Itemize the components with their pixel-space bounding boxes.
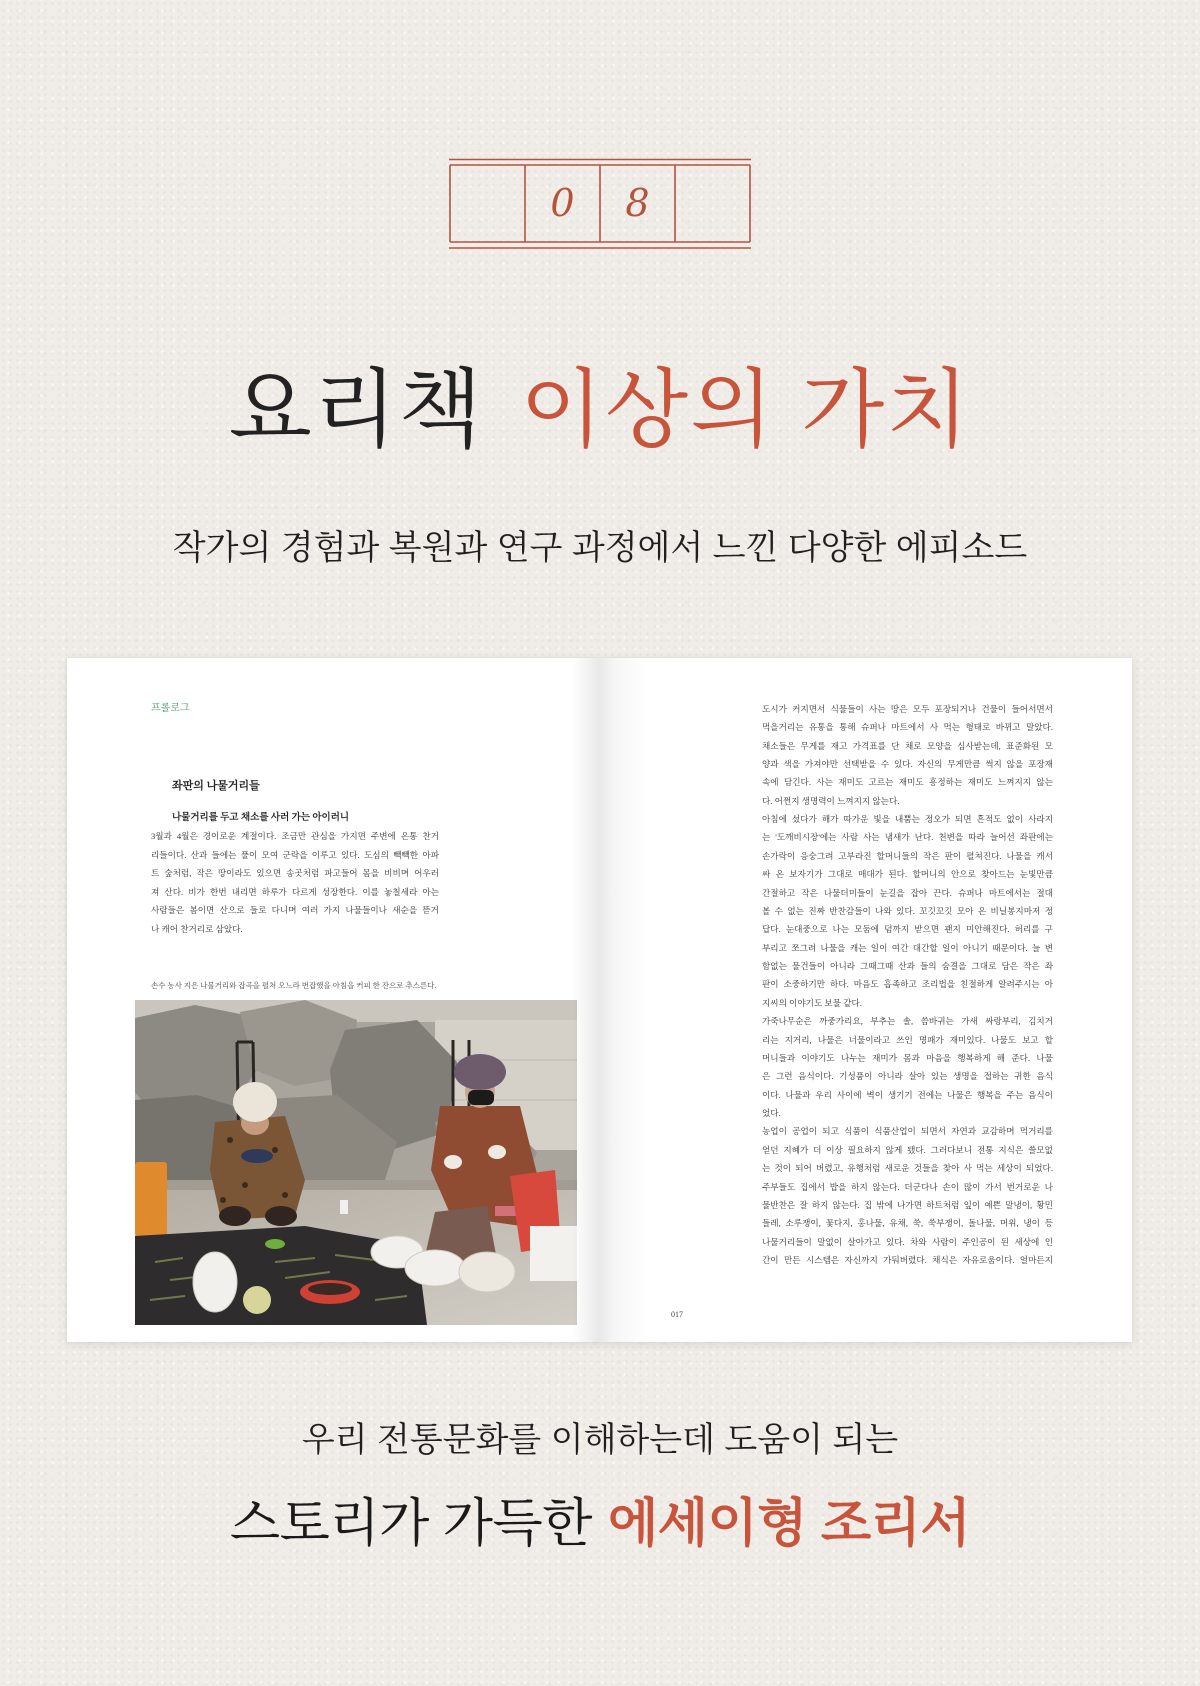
left-woman-gloves [241,1149,273,1163]
market-photo [135,1000,577,1325]
page-subtitle: 작가의 경험과 복원과 연구 과정에서 느낀 다양한 에피소드 [172,529,1028,567]
text-line: 볼 수 없는 진짜 반찬감들이 나와 있다. 꼬깃꼬깃 모아 온 비닐봉지마저 정 [762,905,1053,916]
photo-caption: 손수 농사 지은 나물거리와 잡곡을 펼쳐 오느라 번잡했을 아침을 커피 한 잔으로 추스른다. [151,981,437,990]
right-woman-mask [468,1090,494,1105]
text-line: 었다. [762,1108,781,1119]
jacket-spot [242,1182,248,1188]
plastic-bag [459,1252,515,1292]
text-line: 채소들은 무게를 재고 가격표를 단 채로 모양을 심사받는데, 표준화된 모 [762,740,1053,751]
text-line: 져 산다. 비가 한번 내리면 하루가 다르게 성장한다. 이를 놓칠세라 아는 [151,886,439,897]
left-woman-knee [219,1206,251,1226]
right-woman-glove [488,1145,506,1159]
title-accent: 이상의 가치 [519,362,972,458]
basin-beans [308,1283,352,1295]
text-line: 나물거리들이 말없이 살아가고 있다. 차와 사람이 주인공이 된 세상에 인 [762,1236,1053,1247]
page-title [0,358,1200,462]
text-line: 속에 담긴다. 사는 재미도 고르는 재미도 흥정하는 재미도 느껴지지 않는 [762,777,1053,788]
jacket-spot [272,1147,278,1153]
section-label: 프롤로그 [151,703,190,714]
book-spread [67,658,1132,1342]
text-line: 리들이다. 산과 들에는 풀이 모여 군락을 이루고 있다. 도심의 빽빽한 아파 [151,849,439,860]
text-line: 간절하고 작은 나물더미들이 눈길을 잡아 끈다. 슈퍼나 마트에서는 절대 [762,887,1053,898]
text-line: 가죽나무순은 까중가리요, 부추는 솔, 씀바귀는 가새 싸랑부리, 김치거 [762,1016,1053,1027]
chapter-number-box [449,158,751,250]
left-woman-knee [265,1206,297,1226]
text-line: 물반찬은 잘 하지 않는다. 집 밖에 나가면 하트처럼 잎이 예쁜 말냉이, 황민 [762,1199,1053,1210]
jacket-spot [282,1192,288,1198]
right-woman-glove [444,1155,462,1169]
text-line: 양과 색을 가져야만 선택받을 수 있다. 자신의 무게만큼 썩지 않을 포장재 [762,758,1053,769]
left-woman-shoe [265,1239,285,1249]
plastic-bag [193,1252,237,1312]
footer-headline-plain: 스토리가 가득한 [229,1495,592,1553]
jacket-spot [227,1137,233,1143]
text-line: 답다. 눈대중으로 나는 모둠에 덤까지 받으면 괜지 미안해진다. 허리를 구 [762,924,1053,935]
plastic-bag [405,1250,465,1286]
text-line: 도시가 커지면서 식물들이 사는 땅은 모두 포장되거나 건물이 들어서면서 [762,703,1053,714]
cabbage [243,1286,271,1314]
text-line: 는 '도깨비시장'에는 사람 사는 냄새가 난다. 천변을 따라 늘어선 좌판에는 [762,832,1053,843]
text-line: 은 그런 음식이다. 기성품이 아니라 살아 있는 생명을 접하는 귀한 음식 [762,1071,1053,1082]
text-line: 이다. 나물과 우리 사이에 벽이 생기기 전에는 나물은 행복을 주는 음식이 [762,1089,1053,1100]
text-line: 들레, 소루쟁이, 꽃다지, 홍나물, 유채, 쑥, 쑥부쟁이, 돌나물, 머위, 냉이 등 [762,1218,1053,1229]
text-line: 지씨의 이야기도 보물 같다. [762,997,862,1008]
chapter-heading: 좌판의 나물거리들 [172,780,260,792]
text-line: 농업이 공업이 되고 식품이 식품산업이 되면서 자연과 교감하며 먹거리를 [762,1126,1053,1137]
text-line: 간이 만든 시스템은 자신까지 가둬버렸다. 채식은 자유로움이다. 얼마든지 [762,1255,1053,1266]
text-line: 다. 어쩐지 생명력이 느껴지지 않는다. [762,795,900,806]
text-line: 머니들과 이야기도 나누는 재미가 몸과 마음을 행복하게 해 준다. 나물 [762,1052,1053,1063]
jacket-spot [220,1197,226,1203]
right-page-text [762,700,1053,1270]
book-gutter-shadow [572,658,647,1342]
text-line: 트 숲처럼, 작은 땅이라도 있으면 송곳처럼 파고들어 몸을 비비며 어우러 [151,868,439,879]
text-line: 사람들은 봄이면 산으로 들로 다니며 여러 가지 나물들이나 새순을 뜯거 [151,905,439,916]
right-woman-hat [454,1054,506,1090]
footer-headline [0,1490,1200,1558]
text-line: 함없는 물건들이 아니라 그때그때 산과 들의 숨결을 그대로 담은 작은 좌 [762,961,1053,972]
text-line: 주부들도 집에서 밥을 하지 않는다. 더군다나 손이 많이 가서 번거로운 나 [762,1181,1053,1192]
text-line: 아침에 섰다가 해가 따가운 빛을 내뿜는 정오가 되면 흔적도 없이 사라지 [762,814,1053,825]
text-line: 나 캐어 찬거리로 삼았다. [151,923,243,934]
chapter-digit-2: 8 [625,181,650,225]
chapter-digit-1: 0 [550,181,575,225]
text-line: 리는 지거리, 나물은 너물이라고 쓰인 명패가 재미있다. 나물도 보고 할 [762,1034,1053,1045]
page-number: 017 [671,1310,683,1319]
text-line: 판이 소중하기만 하다. 마음도 흡족하고 조리법을 친절하게 알려주시는 아 [762,979,1053,990]
text-line: 얻던 지혜가 더 이상 필요하지 않게 됐다. 그러다보니 전통 지식은 쓸모없 [762,1144,1053,1155]
footer-headline-accent: 에세이형 조리서 [608,1495,971,1553]
text-line: 부리고 쪼그려 나물을 캐는 일이 여간 대간할 일이 아니기 때문이다. 늘 변 [762,942,1053,953]
text-line: 3월과 4월은 경이로운 계절이다. 조금만 관심을 가지면 주변에 온통 찬거 [151,831,439,841]
left-woman-hat [233,1082,277,1122]
orange-bucket [135,1162,167,1236]
left-page-paragraph [151,827,439,939]
text-line: 먹을거리는 유통을 통해 슈퍼나 마트에서 사 먹는 형태로 바뀌고 말았다. [762,722,1053,733]
white-box [530,1226,577,1281]
text-line: 손가락이 응숭그려 고부라진 할머니들의 작은 판이 펼쳐진다. 나물을 캐서 [762,850,1053,861]
footer-tagline: 우리 전통문화를 이해하는데 도움이 되는 [301,1421,899,1459]
text-line: 는 것이 되어 버렸고, 유행처럼 새로운 것들을 찾아 사 먹는 세상이 되었다. [762,1163,1053,1174]
coffee-cup [340,1200,348,1214]
title-plain: 요리책 [228,362,484,458]
text-line: 싸 온 보자기가 그대로 매대가 된다. 할머니의 안으로 찾아드는 눈빛만큼 [762,869,1053,880]
chapter-subheading: 나물거리를 두고 채소를 사러 가는 아이러니 [172,813,350,823]
